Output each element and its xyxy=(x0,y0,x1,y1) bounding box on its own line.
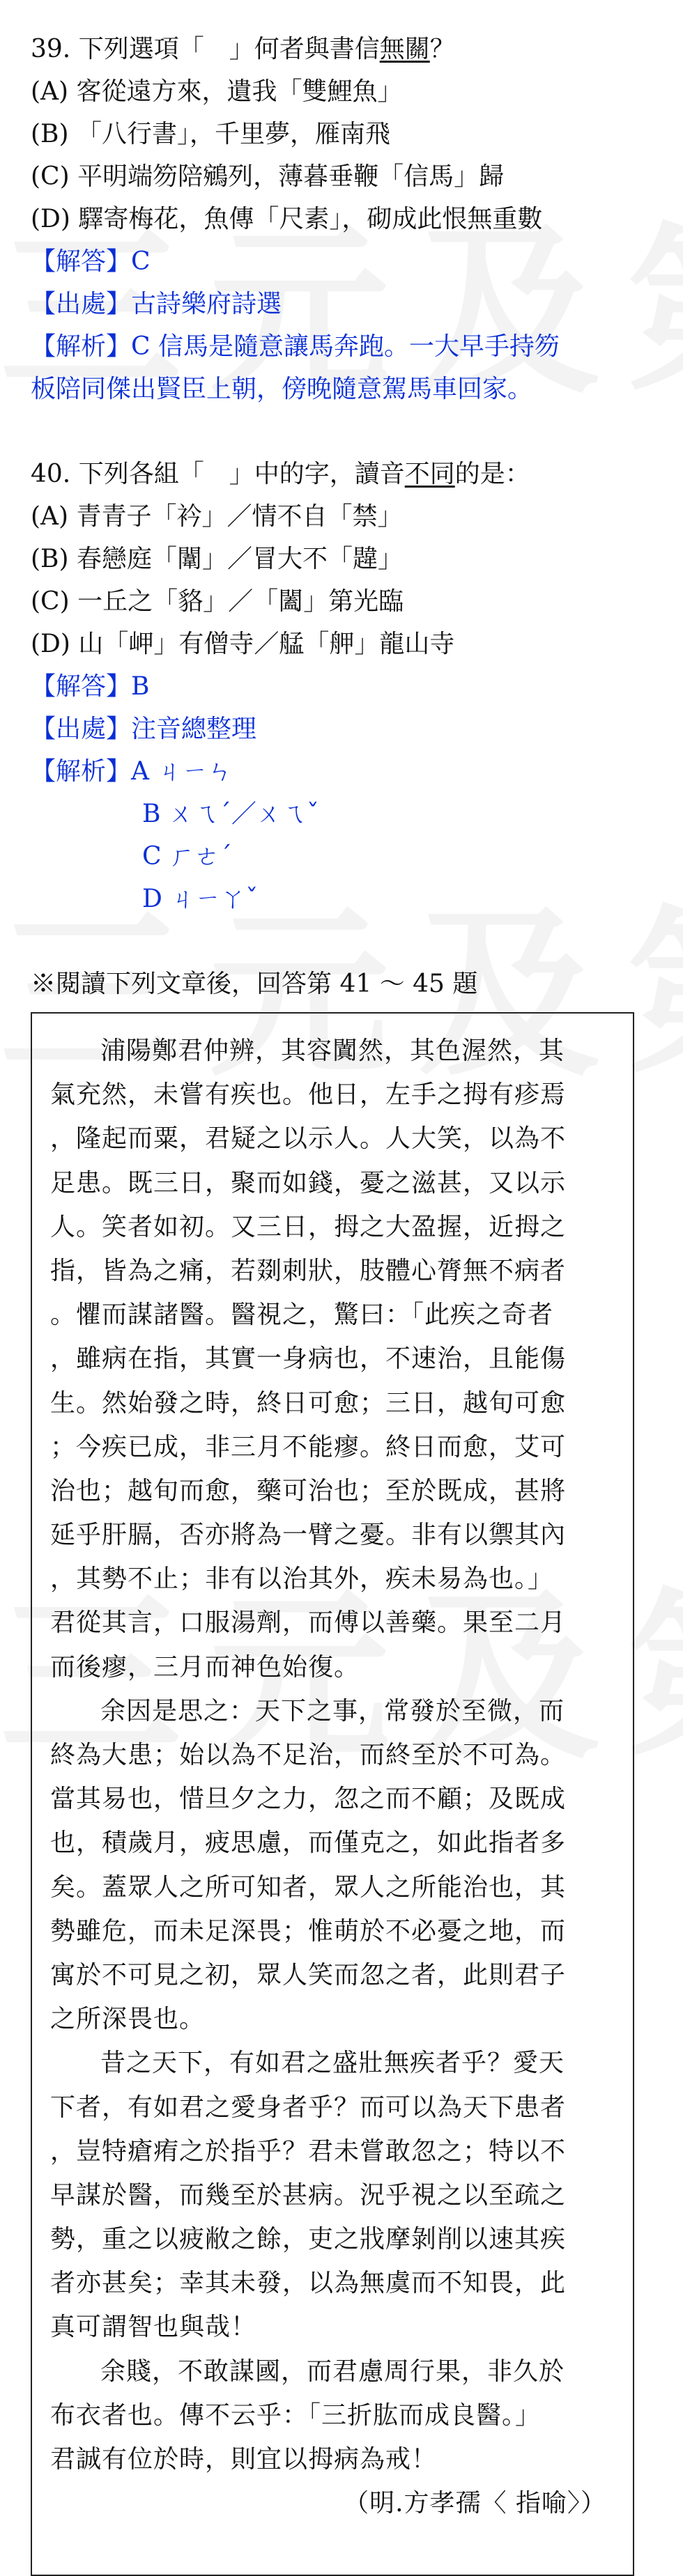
question-40-option-b: (B) 春戀庭「闈」／冒大不「韙」 xyxy=(31,545,403,573)
question-40-source: 【出處】注音總整理 xyxy=(31,715,257,743)
question-40-analysis: C ㄏㄜˊ xyxy=(142,842,232,871)
passage-line: 之所深畏也。 xyxy=(50,2005,206,2034)
passage-line: 氣充然，未嘗有疾也。他日，左手之拇有疹焉 xyxy=(50,1080,567,1110)
passage-line: ，其勢不止；非有以治其外，疾未易為也。」 xyxy=(50,1565,554,1594)
passage-line: 君誠有位於時，則宜以拇病為戒！ xyxy=(50,2445,438,2474)
passage-line: 也，積歲月，疲思慮，而僅克之，如此指者多 xyxy=(50,1829,567,1858)
stem-underlined-word: 不同 xyxy=(404,460,455,488)
passage-line: 真可謂智也與哉！ xyxy=(50,2313,257,2342)
passage-line: 而後瘳，三月而神色始復。 xyxy=(50,1652,360,1682)
passage-line: 生。然始發之時，終日可愈；三日，越旬可愈 xyxy=(50,1388,567,1418)
question-39-option-c: (C) 平明端笏陪鵷列，薄暮垂鞭「信馬」歸 xyxy=(31,162,505,191)
question-40-analysis: B ㄨㄟˊ／ㄨㄟˇ xyxy=(142,800,319,828)
stem-text: 的是： xyxy=(454,460,530,488)
question-40-option-d: (D) 山「岬」有僧寺／艋「舺」龍山寺 xyxy=(31,630,455,658)
passage-line: 治也；越旬而愈，藥可治也；至於既成，甚將 xyxy=(50,1476,567,1505)
passage-line: 昔之天下，有如君之盛壯無疾者乎？愛天 xyxy=(100,2049,565,2078)
stem-text: 39. 下列選項「 」何者與書信 xyxy=(31,35,380,63)
passage-line: 當其易也，惜旦夕之力，忽之而不顧；及既成 xyxy=(50,1785,567,1814)
question-39-option-a: (A) 客從遠方來，遺我「雙鯉魚」 xyxy=(31,77,403,106)
passage-line: 足患。既三日，聚而如錢，憂之滋甚，又以示 xyxy=(50,1168,567,1197)
question-39-source: 【出處】古詩樂府詩選 xyxy=(31,290,282,318)
passage-line: 君從其言，口服湯劑，而傅以善藥。果至二月 xyxy=(50,1608,567,1638)
passage-line: 余因是思之：天下之事，常發於至微，而 xyxy=(100,1696,565,1725)
stem-text: ？ xyxy=(429,35,455,63)
passage-line: 早謀於醫，而幾至於甚病。況乎視之以至疏之 xyxy=(50,2180,567,2210)
question-39-analysis: 【解析】C 信馬是隨意讓馬奔跑。一大早手持笏 xyxy=(31,332,560,361)
reading-passage-box xyxy=(31,1012,634,2576)
passage-line: ，豈特瘡痏之於指乎？君未嘗敢忽之；特以不 xyxy=(50,2136,567,2166)
passage-line: 者亦甚矣；幸其未發，以為無虞而不知畏，此 xyxy=(50,2269,567,2298)
stem-text: 40. 下列各組「 」中的字，讀音 xyxy=(31,460,405,488)
passage-line: ，隆起而粟，君疑之以示人。人大笑，以為不 xyxy=(50,1124,567,1154)
passage-line: 余賤，不敢謀國，而君慮周行果，非久於 xyxy=(100,2357,565,2386)
passage-line: 布衣者也。傳不云乎：「三折肱而成良醫。」 xyxy=(50,2400,542,2430)
passage-line: 勢，重之以疲敝之餘，吏之戕摩剝削以速其疾 xyxy=(50,2225,567,2254)
question-39-option-b: (B) 「八行書」，千里夢，雁南飛 xyxy=(31,120,390,148)
passage-line: 人。笑者如初。又三日，拇之大盈握，近拇之 xyxy=(50,1212,567,1241)
passage-line: ；今疾已成，非三月不能瘳。終日而愈，艾可 xyxy=(50,1432,567,1461)
question-39-answer: 【解答】C xyxy=(31,247,151,276)
spacer xyxy=(31,920,655,963)
passage-line: 指，皆為之痛，若剟刺狀，肢體心膂無不病者 xyxy=(50,1256,567,1285)
passage-line: ，雖病在指，其實一身病也，不速治，且能傷 xyxy=(50,1344,567,1374)
question-40-option-a: (A) 青青子「衿」／情不自「禁」 xyxy=(31,502,403,531)
passage-line: 矣。蓋眾人之所可知者，眾人之所能治也，其 xyxy=(50,1872,567,1902)
passage-text xyxy=(50,1029,616,2481)
question-40-answer: 【解答】B xyxy=(31,672,150,701)
question-39-analysis: 板陪同傑出賢臣上朝，傍晚隨意駕馬車回家。 xyxy=(31,375,533,403)
passage-line: 終為大患；始以為不足治，而終至於不可為。 xyxy=(50,1741,567,1769)
stem-underlined-word: 無關 xyxy=(379,35,430,63)
spacer xyxy=(31,410,655,453)
question-40-stem xyxy=(31,453,655,495)
question-40-option-c: (C) 一丘之「貉」／「闔」第光臨 xyxy=(31,587,404,616)
question-39-option-d: (D) 驛寄梅花，魚傳「尺素」，砌成此恨無重數 xyxy=(31,205,543,233)
passage-line: 下者，有如君之愛身者乎？而可以為天下患者 xyxy=(50,2093,567,2122)
reading-instruction: ※閱讀下列文章後，回答第 41 ～ 45 題 xyxy=(31,970,478,998)
question-40-analysis: D ㄐㄧㄚˇ xyxy=(142,885,259,913)
passage-line: 寓於不可見之初，眾人笑而忽之者，此則君子 xyxy=(50,1960,567,1989)
passage-line: 勢雖危，而未足深畏；惟萌於不必憂之地，而 xyxy=(50,1916,567,1946)
passage-citation: （明.方孝孺〈 指喻〉） xyxy=(344,2489,606,2518)
passage-line: 。懼而謀諸醫。醫視之，驚曰：「此疾之奇者 xyxy=(50,1301,554,1330)
question-40-analysis: 【解析】A ㄐㄧㄣ xyxy=(31,757,233,786)
passage-line: 延乎肝膈，否亦將為一臂之憂。非有以禦其內 xyxy=(50,1521,567,1550)
question-39-stem xyxy=(31,28,655,70)
passage-line: 浦陽鄭君仲辨，其容闐然，其色渥然，其 xyxy=(100,1037,565,1065)
